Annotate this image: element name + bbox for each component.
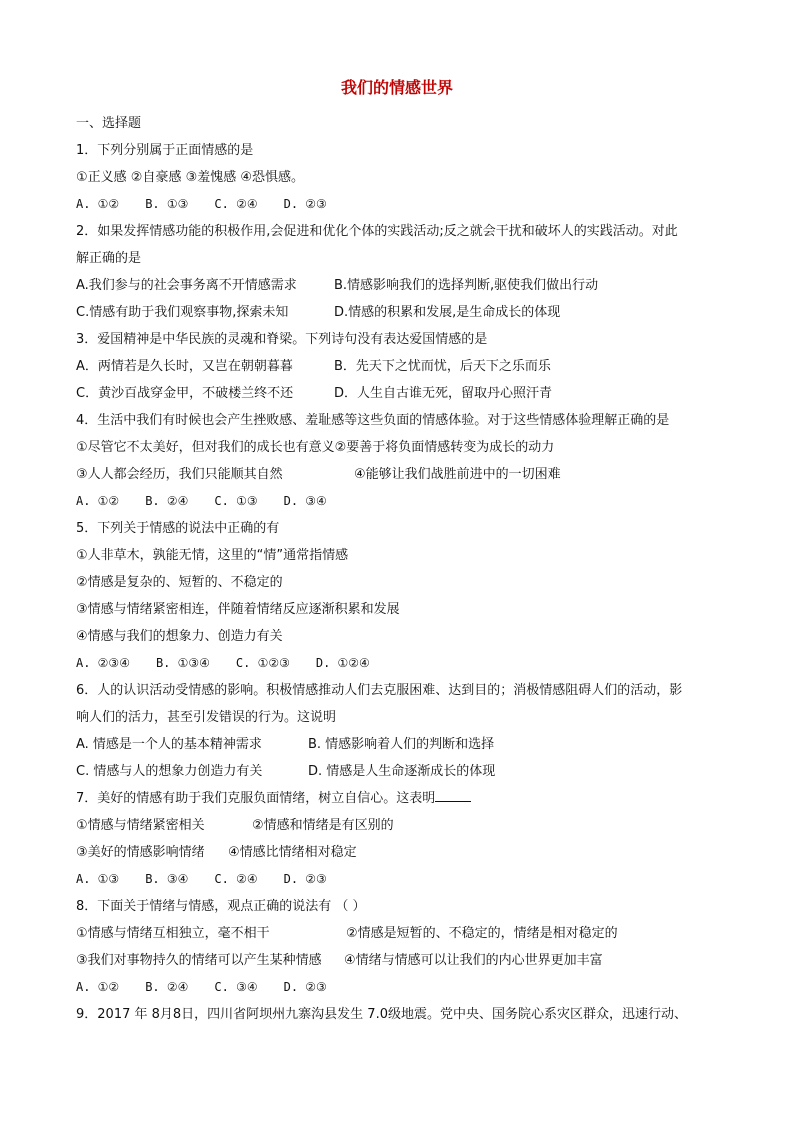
option-b: B. ①③ (145, 197, 189, 211)
item-4: ④情感比情绪相对稳定 (228, 845, 357, 860)
item-3: ③人人都会经历，我们只能顺其自然 (76, 467, 283, 482)
question-2-options-row-1 (76, 272, 724, 299)
question-4-items-row-2 (76, 461, 724, 488)
option-b: B. 情感影响着人们的判断和选择 (308, 737, 495, 752)
question-1-options (76, 191, 724, 218)
answer-blank (435, 787, 471, 802)
question-5-item-2: ②情感是复杂的、短暂的、不稳定的 (76, 575, 283, 590)
option-a: A.我们参与的社会事务离不开情感需求 (76, 278, 297, 293)
item-2: ②情感是短暂的、不稳定的，情绪是相对稳定的 (346, 926, 618, 941)
option-c: C. ②④ (214, 197, 258, 211)
option-a: A. ②③④ (76, 656, 130, 670)
question-3-options-row-2 (76, 380, 724, 407)
question-4-options (76, 488, 724, 515)
item-4: ④能够让我们战胜前进中的一切困难 (354, 467, 561, 482)
question-8-options (76, 974, 724, 1001)
option-a: A. ①③ (76, 872, 120, 886)
question-8-items-row-1 (76, 920, 724, 947)
question-7-items-row-1 (76, 812, 724, 839)
option-b: B．先天下之忧而忧，后天下之乐而乐 (334, 359, 551, 374)
option-d: D.情感的积累和发展,是生命成长的体现 (334, 305, 561, 320)
item-4: ④情绪与情感可以让我们的内心世界更加丰富 (344, 953, 603, 968)
item-3: ③我们对事物持久的情绪可以产生某种情感 (76, 953, 322, 968)
option-a: A．两情若是久长时，又岂在朝朝暮暮 (76, 359, 293, 374)
option-c: C. ①②③ (235, 656, 290, 670)
option-c: C. ①③ (214, 494, 258, 508)
question-5-stem: 5．下列关于情感的说法中正确的有 (76, 521, 280, 536)
question-2-stem-line-1: 2．如果发挥情感功能的积极作用,会促进和优化个体的实践活动;反之就会干扰和破坏人的实践活动。对此 (76, 224, 678, 239)
question-8-stem: 8．下面关于情绪与情感，观点正确的说法有 （ ） (76, 899, 366, 914)
option-a: A. ①② (76, 980, 120, 994)
option-d: D. ①②④ (315, 656, 370, 670)
question-1-stem: 1．下列分别属于正面情感的是 (76, 143, 254, 158)
option-b: B. ②④ (145, 980, 189, 994)
question-7-options (76, 866, 724, 893)
question-4-items-row-1 (76, 434, 724, 461)
question-4-stem: 4．生活中我们有时候也会产生挫败感、羞耻感等这些负面的情感体验。对于这些情感体验理解正确的是 (76, 413, 670, 428)
question-5-options (76, 650, 724, 677)
document-title: 我们的情感世界 (340, 78, 453, 97)
item-1: ①情感与情绪互相独立，毫不相干 (76, 926, 270, 941)
item-3: ③美好的情感影响情绪 (76, 845, 205, 860)
option-d: D. ②③ (283, 980, 327, 994)
question-5-item-3: ③情感与情绪紧密相连，伴随着情绪反应逐渐积累和发展 (76, 602, 400, 617)
question-5-item-4: ④情感与我们的想象力、创造力有关 (76, 629, 283, 644)
option-b: B. ②④ (145, 494, 189, 508)
question-2-options-row-2 (76, 299, 724, 326)
question-2-stem-line-2: 解正确的是 (76, 251, 142, 266)
question-7-stem-text: 7．美好的情感有助于我们克服负面情绪，树立自信心。这表明 (76, 791, 436, 806)
option-a: A. 情感是一个人的基本精神需求 (76, 737, 262, 752)
option-d: D. ②③ (283, 872, 327, 886)
question-7-stem (76, 785, 724, 812)
question-6-stem-line-1: 6．人的认识活动受情感的影响。积极情感推动人们去克服困难、达到目的；消极情感阻碍人们的活动，影 (76, 683, 683, 698)
option-d: D．人生自古谁无死，留取丹心照汗青 (334, 386, 553, 401)
question-6-options-row-1 (76, 731, 724, 758)
option-d: D. ③④ (283, 494, 327, 508)
question-9-stem: 9．2017 年 8月8日，四川省阿坝州九寨沟县发生 7.0级地震。党中央、国务院心系灾区群众，迅速行动、 (76, 1007, 687, 1022)
option-c: C. ②④ (214, 872, 258, 886)
option-d: D. ②③ (283, 197, 327, 211)
document-body (76, 110, 724, 1028)
option-b: B. ③④ (145, 872, 189, 886)
question-5-item-1: ①人非草木，孰能无情，这里的“情”通常指情感 (76, 548, 349, 563)
item-2: ②要善于将负面情感转变为成长的动力 (334, 440, 555, 455)
option-c: C．黄沙百战穿金甲，不破楼兰终不还 (76, 386, 294, 401)
question-6-stem-line-2: 响人们的活力，甚至引发错误的行为。这说明 (76, 710, 337, 725)
section-heading: 一、选择题 (76, 116, 142, 131)
option-b: B. ①③④ (155, 656, 210, 670)
option-d: D. 情感是人生命逐渐成长的体现 (308, 764, 496, 779)
question-1-items: ①正义感 ②自豪感 ③羞愧感 ④恐惧感。 (76, 170, 305, 185)
question-7-items-row-2 (76, 839, 724, 866)
item-2: ②情感和情绪是有区别的 (252, 818, 394, 833)
item-1: ①情感与情绪紧密相关 (76, 818, 205, 833)
item-1: ①尽管它不太美好，但对我们的成长也有意义 (76, 440, 335, 455)
question-6-options-row-2 (76, 758, 724, 785)
option-a: A. ①② (76, 197, 120, 211)
option-c: C. 情感与人的想象力创造力有关 (76, 764, 263, 779)
question-3-options-row-1 (76, 353, 724, 380)
option-c: C. ③④ (214, 980, 258, 994)
question-3-stem: 3．爱国精神是中华民族的灵魂和脊梁。下列诗句没有表达爱国情感的是 (76, 332, 488, 347)
option-b: B.情感影响我们的选择判断,驱使我们做出行动 (334, 278, 599, 293)
option-c: C.情感有助于我们观察事物,探索未知 (76, 305, 289, 320)
option-a: A. ①② (76, 494, 120, 508)
question-8-items-row-2 (76, 947, 724, 974)
